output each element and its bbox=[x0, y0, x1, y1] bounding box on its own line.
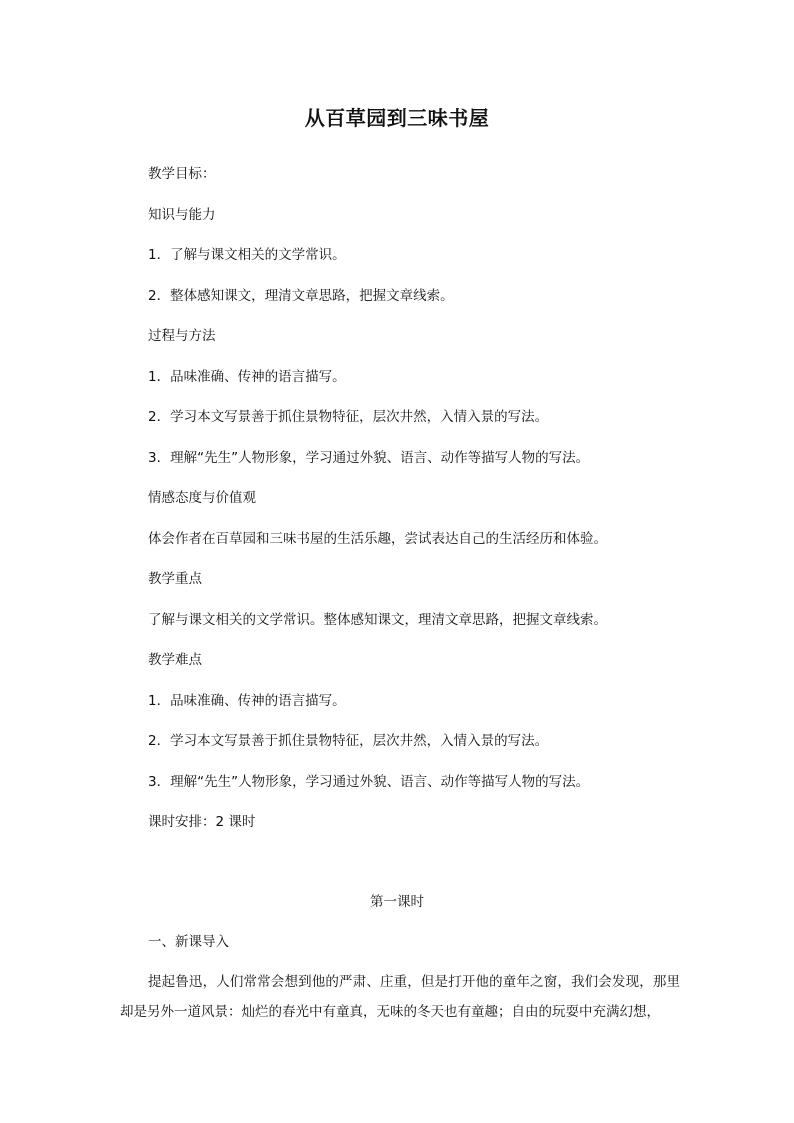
key-points-text: 了解与课文相关的文学常识。整体感知课文，理清文章思路，把握文章线索。 bbox=[148, 612, 607, 628]
document-title: 从百草园到三味书屋 bbox=[304, 106, 490, 130]
intro-paragraph: 提起鲁迅，人们常常会想到他的严肃、庄重，但是打开他的童年之窗，我们会发现，那里却是另外一道风景：灿烂的春光中有童真，无味的冬天也有童趣；自由的玩耍中充满幻想， bbox=[120, 974, 680, 1020]
goal-item: 2．学习本文写景善于抓住景物特征，层次井然，入情入景的写法。 bbox=[148, 409, 549, 425]
goal-item: 1．了解与课文相关的文学常识。 bbox=[148, 247, 346, 263]
difficult-point-item: 2．学习本文写景善于抓住景物特征，层次井然，入情入景的写法。 bbox=[148, 733, 549, 749]
knowledge-ability-heading: 知识与能力 bbox=[148, 207, 216, 223]
goal-item: 1．品味准确、传神的语言描写。 bbox=[148, 369, 346, 385]
goal-item: 2．整体感知课文，理清文章思路，把握文章线索。 bbox=[148, 288, 454, 304]
schedule-text: 课时安排：2 课时 bbox=[148, 814, 256, 830]
difficult-points-heading: 教学难点 bbox=[148, 652, 202, 668]
key-points-heading: 教学重点 bbox=[148, 571, 202, 587]
difficult-point-item: 1．品味准确、传神的语言描写。 bbox=[148, 693, 346, 709]
teaching-goals-heading: 教学目标： bbox=[148, 166, 216, 182]
difficult-point-item: 3．理解“先生”人物形象，学习通过外貌、语言、动作等描写人物的写法。 bbox=[148, 774, 590, 790]
emotion-values-heading: 情感态度与价值观 bbox=[148, 490, 256, 506]
section-heading: 第一课时 bbox=[370, 894, 424, 910]
process-method-heading: 过程与方法 bbox=[148, 328, 216, 344]
sub-heading: 一、新课导入 bbox=[148, 934, 229, 950]
goal-item: 体会作者在百草园和三味书屋的生活乐趣，尝试表达自己的生活经历和体验。 bbox=[148, 531, 607, 547]
goal-item: 3．理解“先生”人物形象，学习通过外貌、语言、动作等描写人物的写法。 bbox=[148, 450, 590, 466]
